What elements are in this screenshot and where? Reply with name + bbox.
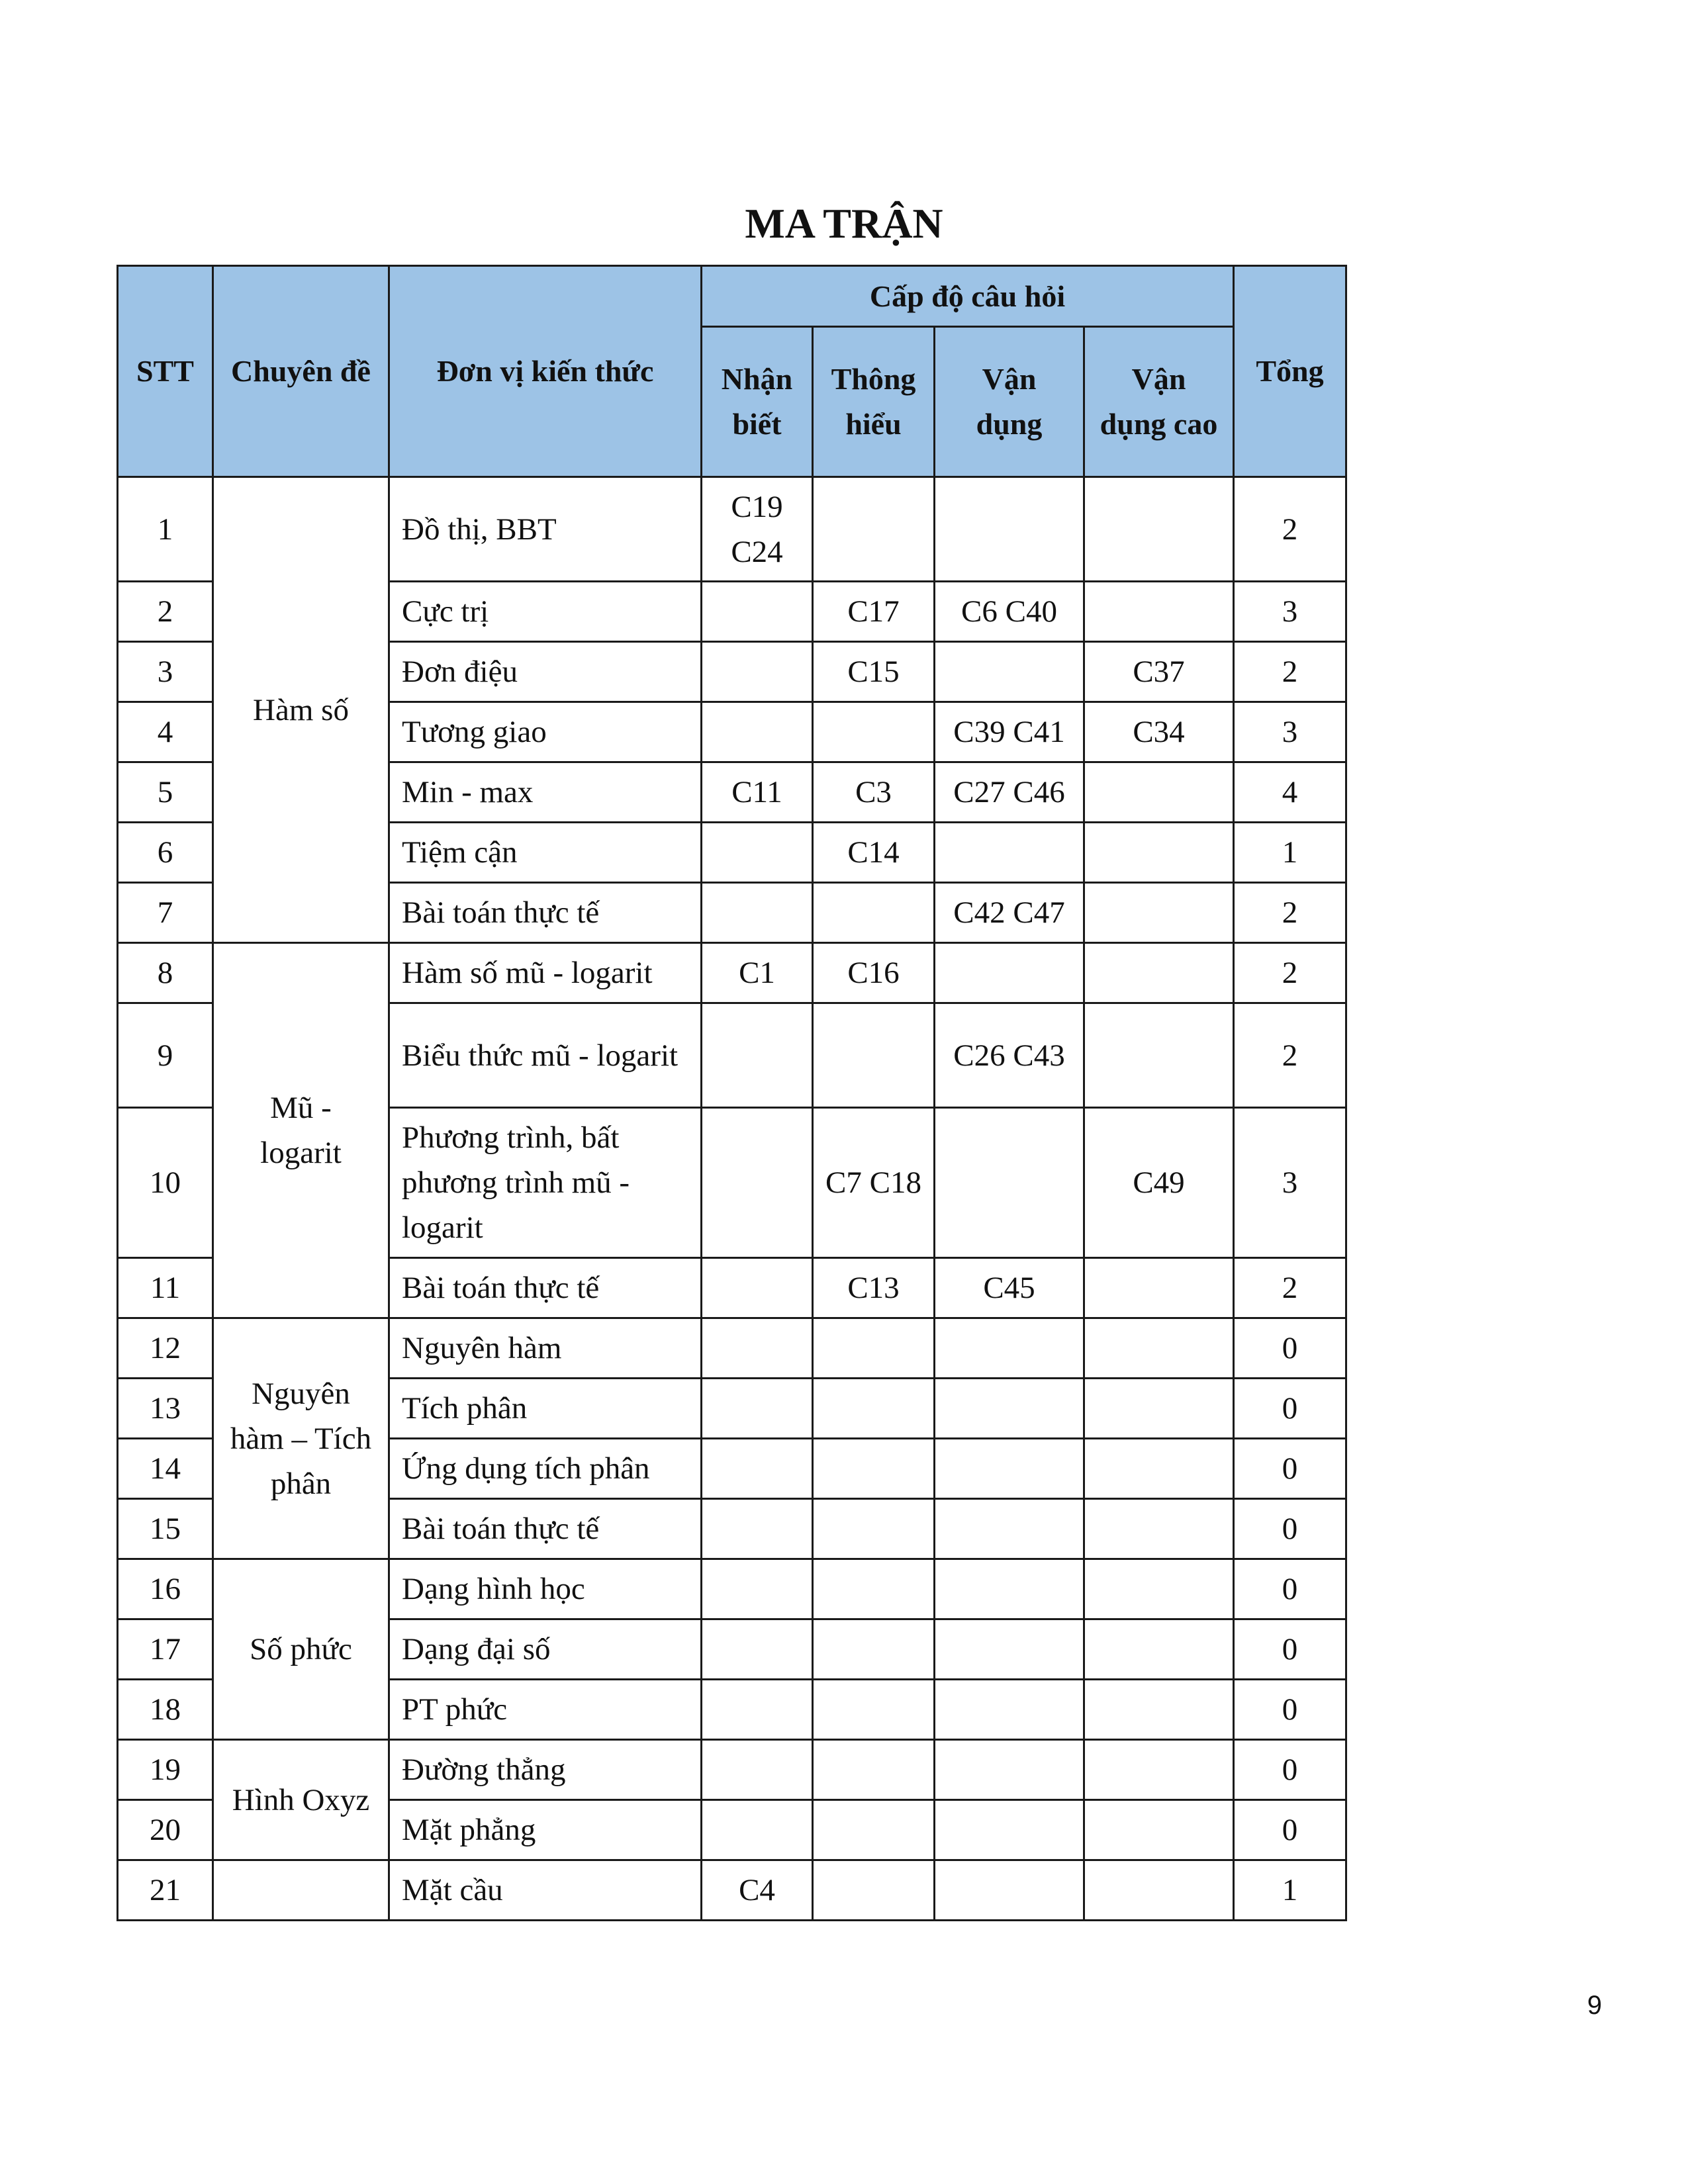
row-stt: 18: [118, 1680, 213, 1740]
row-nhan-biet: [702, 1680, 813, 1740]
row-tong: 0: [1234, 1800, 1346, 1860]
header-van-dung-cao: Vận dụng cao: [1084, 327, 1234, 477]
row-van-dung: [935, 943, 1084, 1003]
row-van-dung: [935, 1740, 1084, 1800]
row-topic: Tương giao: [389, 702, 702, 762]
row-van-dung: C26 C43: [935, 1003, 1084, 1108]
row-van-dung: C6 C40: [935, 582, 1084, 642]
header-don-vi-kien-thuc: Đơn vị kiến thức: [389, 266, 702, 477]
row-thong-hieu: [813, 883, 935, 943]
row-stt: 19: [118, 1740, 213, 1800]
row-thong-hieu: C16: [813, 943, 935, 1003]
row-nhan-biet: [702, 1379, 813, 1439]
row-van-dung-cao: [1084, 1740, 1234, 1800]
row-van-dung-cao: [1084, 1680, 1234, 1740]
row-van-dung: [935, 1860, 1084, 1921]
header-tong: Tổng: [1234, 266, 1346, 477]
row-van-dung: C27 C46: [935, 762, 1084, 823]
row-van-dung-cao: [1084, 1258, 1234, 1318]
row-van-dung-cao: [1084, 1003, 1234, 1108]
row-stt: 13: [118, 1379, 213, 1439]
row-thong-hieu: C7 C18: [813, 1108, 935, 1258]
row-nhan-biet: C4: [702, 1860, 813, 1921]
row-thong-hieu: C14: [813, 823, 935, 883]
row-tong: 2: [1234, 1003, 1346, 1108]
row-stt: 8: [118, 943, 213, 1003]
row-tong: 0: [1234, 1619, 1346, 1680]
row-thong-hieu: [813, 1003, 935, 1108]
row-van-dung-cao: [1084, 1860, 1234, 1921]
row-thong-hieu: [813, 1318, 935, 1379]
row-topic: Nguyên hàm: [389, 1318, 702, 1379]
row-thong-hieu: [813, 1499, 935, 1559]
row-topic: Dạng hình học: [389, 1559, 702, 1619]
row-van-dung-cao: [1084, 1318, 1234, 1379]
table-row: [118, 1860, 1346, 1921]
row-topic: Bài toán thực tế: [389, 1499, 702, 1559]
page-title: MA TRẬN: [745, 200, 943, 247]
row-nhan-biet: C11: [702, 762, 813, 823]
row-van-dung-cao: [1084, 477, 1234, 582]
row-tong: 2: [1234, 943, 1346, 1003]
matrix-body: [118, 477, 1346, 1921]
row-van-dung: [935, 823, 1084, 883]
row-thong-hieu: [813, 1619, 935, 1680]
chapter-cell: Mũ - logarit: [213, 943, 389, 1318]
chapter-cell: Hình Oxyz: [213, 1740, 389, 1860]
row-van-dung: [935, 1439, 1084, 1499]
row-stt: 6: [118, 823, 213, 883]
row-van-dung: C42 C47: [935, 883, 1084, 943]
row-thong-hieu: [813, 1740, 935, 1800]
row-van-dung: [935, 477, 1084, 582]
row-tong: 3: [1234, 1108, 1346, 1258]
row-thong-hieu: [813, 702, 935, 762]
row-thong-hieu: C15: [813, 642, 935, 702]
row-van-dung-cao: [1084, 1379, 1234, 1439]
row-thong-hieu: [813, 477, 935, 582]
header-thong-hieu: Thông hiểu: [813, 327, 935, 477]
row-thong-hieu: [813, 1800, 935, 1860]
row-topic: Cực trị: [389, 582, 702, 642]
row-van-dung-cao: [1084, 883, 1234, 943]
row-topic: Phương trình, bất phương trình mũ - logarit: [389, 1108, 702, 1258]
row-stt: 11: [118, 1258, 213, 1318]
row-stt: 17: [118, 1619, 213, 1680]
table-row: [118, 1740, 1346, 1800]
header-nhan-biet: Nhận biết: [702, 327, 813, 477]
row-thong-hieu: [813, 1379, 935, 1439]
row-van-dung-cao: [1084, 582, 1234, 642]
row-van-dung: [935, 1800, 1084, 1860]
row-nhan-biet: [702, 582, 813, 642]
row-tong: 0: [1234, 1559, 1346, 1619]
row-van-dung-cao: [1084, 1800, 1234, 1860]
row-nhan-biet: [702, 1003, 813, 1108]
row-van-dung: [935, 1559, 1084, 1619]
row-van-dung-cao: [1084, 1439, 1234, 1499]
question-matrix-table: [117, 265, 1347, 1921]
row-nhan-biet: [702, 1258, 813, 1318]
row-tong: 4: [1234, 762, 1346, 823]
row-tong: 2: [1234, 642, 1346, 702]
row-van-dung-cao: [1084, 1559, 1234, 1619]
row-tong: 3: [1234, 582, 1346, 642]
row-tong: 1: [1234, 823, 1346, 883]
row-nhan-biet: [702, 1559, 813, 1619]
row-topic: Tích phân: [389, 1379, 702, 1439]
row-van-dung-cao: [1084, 943, 1234, 1003]
row-topic: Tiệm cận: [389, 823, 702, 883]
row-thong-hieu: C13: [813, 1258, 935, 1318]
row-stt: 20: [118, 1800, 213, 1860]
row-tong: 0: [1234, 1439, 1346, 1499]
row-tong: 0: [1234, 1379, 1346, 1439]
row-tong: 1: [1234, 1860, 1346, 1921]
row-van-dung: [935, 642, 1084, 702]
row-stt: 16: [118, 1559, 213, 1619]
row-thong-hieu: C3: [813, 762, 935, 823]
row-nhan-biet: [702, 702, 813, 762]
chapter-cell: Nguyên hàm – Tích phân: [213, 1318, 389, 1559]
row-thong-hieu: C17: [813, 582, 935, 642]
row-nhan-biet: C1: [702, 943, 813, 1003]
row-nhan-biet: [702, 1740, 813, 1800]
row-tong: 2: [1234, 883, 1346, 943]
table-row: [118, 1559, 1346, 1619]
row-topic: Mặt cầu: [389, 1860, 702, 1921]
row-van-dung-cao: [1084, 1499, 1234, 1559]
row-van-dung: [935, 1499, 1084, 1559]
row-stt: 7: [118, 883, 213, 943]
row-van-dung: [935, 1619, 1084, 1680]
row-nhan-biet: [702, 883, 813, 943]
row-topic: Bài toán thực tế: [389, 883, 702, 943]
row-van-dung: [935, 1680, 1084, 1740]
row-nhan-biet: [702, 642, 813, 702]
row-van-dung-cao: C49: [1084, 1108, 1234, 1258]
row-van-dung: C39 C41: [935, 702, 1084, 762]
row-stt: 5: [118, 762, 213, 823]
chapter-cell: Số phức: [213, 1559, 389, 1740]
row-topic: Hàm số mũ - logarit: [389, 943, 702, 1003]
row-van-dung: [935, 1379, 1084, 1439]
table-row: [118, 477, 1346, 582]
row-stt: 3: [118, 642, 213, 702]
row-stt: 12: [118, 1318, 213, 1379]
row-thong-hieu: [813, 1559, 935, 1619]
row-nhan-biet: [702, 823, 813, 883]
row-stt: 14: [118, 1439, 213, 1499]
row-van-dung: [935, 1108, 1084, 1258]
row-nhan-biet: [702, 1800, 813, 1860]
row-stt: 21: [118, 1860, 213, 1921]
row-topic: Biểu thức mũ - logarit: [389, 1003, 702, 1108]
row-van-dung-cao: [1084, 1619, 1234, 1680]
row-stt: 15: [118, 1499, 213, 1559]
row-topic: Bài toán thực tế: [389, 1258, 702, 1318]
row-nhan-biet: C19 C24: [702, 477, 813, 582]
row-tong: 0: [1234, 1499, 1346, 1559]
row-thong-hieu: [813, 1439, 935, 1499]
row-tong: 0: [1234, 1680, 1346, 1740]
row-nhan-biet: [702, 1619, 813, 1680]
header-cap-do-cau-hoi: Cấp độ câu hỏi: [702, 266, 1234, 327]
header-van-dung: Vận dụng: [935, 327, 1084, 477]
row-nhan-biet: [702, 1318, 813, 1379]
row-van-dung-cao: [1084, 823, 1234, 883]
row-topic: Min - max: [389, 762, 702, 823]
row-thong-hieu: [813, 1860, 935, 1921]
chapter-cell: Hàm số: [213, 477, 389, 943]
chapter-cell: [213, 1860, 389, 1921]
row-van-dung: C45: [935, 1258, 1084, 1318]
table-row: [118, 943, 1346, 1003]
row-stt: 10: [118, 1108, 213, 1258]
row-topic: Đơn điệu: [389, 642, 702, 702]
row-stt: 4: [118, 702, 213, 762]
row-nhan-biet: [702, 1108, 813, 1258]
row-nhan-biet: [702, 1499, 813, 1559]
row-van-dung-cao: C37: [1084, 642, 1234, 702]
row-tong: 2: [1234, 477, 1346, 582]
row-topic: Ứng dụng tích phân: [389, 1439, 702, 1499]
row-tong: 0: [1234, 1318, 1346, 1379]
row-van-dung-cao: C34: [1084, 702, 1234, 762]
row-van-dung: [935, 1318, 1084, 1379]
header-chuyen-de: Chuyên đề: [213, 266, 389, 477]
row-tong: 3: [1234, 702, 1346, 762]
row-topic: PT phức: [389, 1680, 702, 1740]
row-topic: Dạng đại số: [389, 1619, 702, 1680]
header-stt: STT: [118, 266, 213, 477]
row-stt: 9: [118, 1003, 213, 1108]
row-stt: 2: [118, 582, 213, 642]
row-nhan-biet: [702, 1439, 813, 1499]
row-tong: 0: [1234, 1740, 1346, 1800]
row-topic: Mặt phẳng: [389, 1800, 702, 1860]
row-stt: 1: [118, 477, 213, 582]
row-tong: 2: [1234, 1258, 1346, 1318]
row-topic: Đường thẳng: [389, 1740, 702, 1800]
row-topic: Đồ thị, BBT: [389, 477, 702, 582]
row-thong-hieu: [813, 1680, 935, 1740]
page-number: 9: [1587, 1991, 1602, 2020]
row-van-dung-cao: [1084, 762, 1234, 823]
table-row: [118, 1318, 1346, 1379]
